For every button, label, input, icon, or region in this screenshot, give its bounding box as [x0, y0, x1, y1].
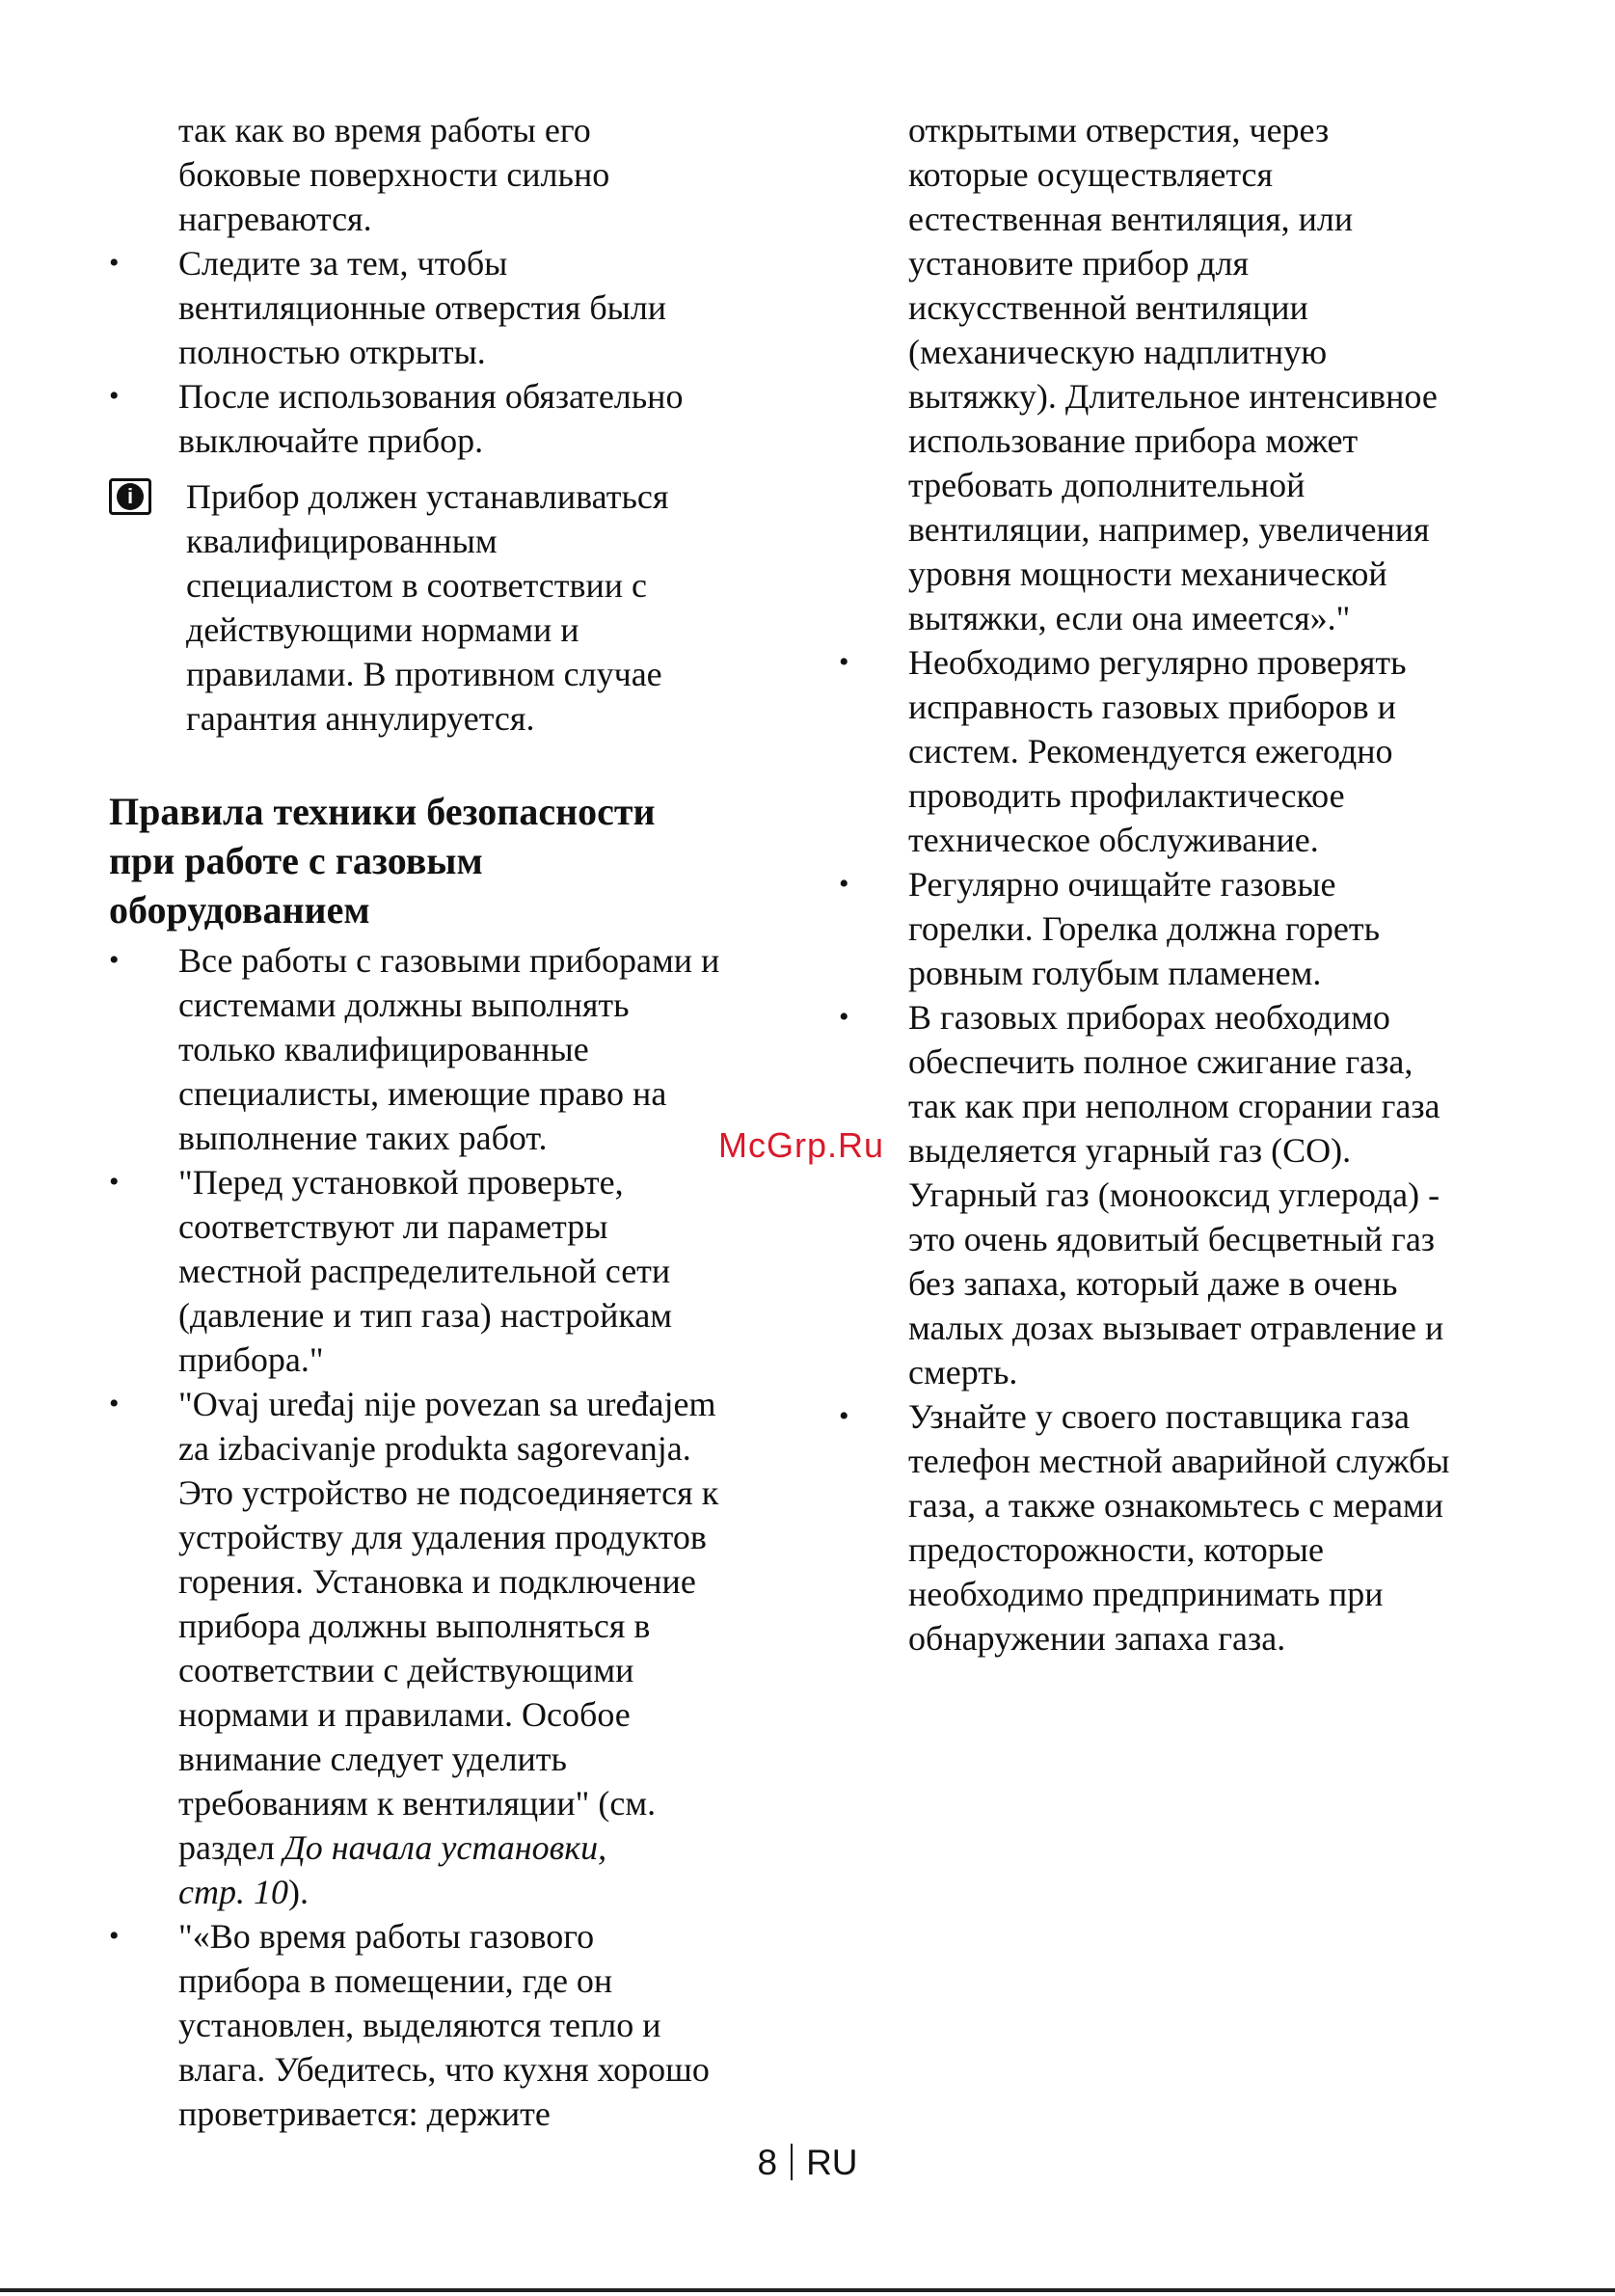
text-line: полностью открыты. [178, 333, 486, 371]
footer-divider [791, 2144, 793, 2180]
text-line: так как при неполном сгорании газа [908, 1087, 1440, 1125]
text-line: предосторожности, которые [908, 1530, 1324, 1569]
text-line: соответствуют ли параметры [178, 1207, 608, 1246]
text-line: выделяется угарный газ (CO). [908, 1131, 1352, 1170]
text-line: боковые поверхности сильно [178, 155, 610, 194]
page-footer [0, 2143, 1615, 2183]
text-line: вытяжки, если она имеется»." [908, 599, 1351, 637]
text-line: необходимо предпринимать при [908, 1575, 1384, 1613]
text-line: газа, а также ознакомьтесь с мерами [908, 1486, 1443, 1525]
list-item [109, 374, 784, 463]
bullet-icon: • [839, 1400, 849, 1432]
text-line: использование прибора может [908, 421, 1359, 460]
text-line: выключайте прибор. [178, 421, 484, 460]
text-line: это очень ядовитый бесцветный газ [908, 1220, 1436, 1258]
text-line: исправность газовых приборов и [908, 688, 1396, 726]
text-line: "«Во время работы газового [178, 1917, 595, 1956]
text-line: только квалифицированные [178, 1030, 589, 1068]
list-item [839, 862, 1533, 995]
text-line: Это устройство не подсоединяется к [178, 1473, 719, 1512]
text-line: После использования обязательно [178, 377, 684, 416]
text-line: проводить профилактическое [908, 776, 1345, 815]
bullet-icon: • [109, 247, 120, 279]
text-line: системами должны выполнять [178, 986, 630, 1024]
text-line: Угарный газ (монооксид углерода) - [908, 1175, 1440, 1214]
bullet-icon: • [839, 646, 849, 678]
info-glyph: i [117, 483, 144, 510]
text-line: требовать дополнительной [908, 466, 1305, 504]
bullet-icon: • [109, 1166, 120, 1198]
list-item [839, 1394, 1533, 1661]
text-line: "Ovaj uređaj nije povezan sa uređajem [178, 1385, 716, 1423]
bullet-icon: • [109, 380, 120, 412]
bullet-icon: • [839, 868, 849, 900]
text-line: проветривается: держите [178, 2094, 551, 2133]
text-line: нагреваются. [178, 200, 372, 238]
text-line: гарантия аннулируется. [186, 699, 535, 738]
text-line: специалистом в соответствии с [186, 566, 648, 605]
text-line: обнаружении запаха газа. [908, 1619, 1286, 1658]
text-line: выполнение таких работ. [178, 1119, 548, 1157]
bullet-icon: • [109, 944, 120, 976]
text-line: действующими нормами и [186, 610, 579, 649]
page-reference: стр. 10 [178, 1873, 288, 1911]
text-line: "Перед установкой проверьте, [178, 1163, 624, 1202]
text-line: za izbacivanje produkta sagorevanja. [178, 1429, 691, 1468]
text-line: влага. Убедитесь, что кухня хорошо [178, 2050, 710, 2089]
watermark: McGrp.Ru [718, 1125, 885, 1165]
text-line: Регулярно очищайте газовые [908, 865, 1336, 904]
text-line: квалифицированным [186, 522, 498, 560]
list-item [109, 1160, 784, 1382]
ref-suffix: ). [287, 1873, 309, 1911]
text-line: ровным голубым пламенем. [908, 954, 1322, 992]
text-line: установите прибор для [908, 244, 1250, 283]
text-line: Необходимо регулярно проверять [908, 643, 1407, 682]
text-line: внимание следует уделить [178, 1740, 567, 1778]
list-item [109, 241, 784, 374]
text-line: соответствии с действующими [178, 1651, 634, 1689]
text-line: Узнайте у своего поставщика газа [908, 1397, 1410, 1436]
text-line: специалисты, имеющие право на [178, 1074, 667, 1113]
page-number: 8 [757, 2143, 778, 2182]
list-item [839, 995, 1533, 1394]
text-line: горения. Установка и подключение [178, 1562, 696, 1601]
text-line: горелки. Горелка должна гореть [908, 909, 1381, 948]
info-icon [109, 478, 151, 515]
text-line: которые осуществляется [908, 155, 1274, 194]
text-line: естественная вентиляция, или [908, 200, 1354, 238]
continued-paragraph [109, 108, 784, 241]
text-line: требованиям к вентиляции" (см. [178, 1784, 657, 1823]
bullet-icon: • [839, 1001, 849, 1033]
info-note [109, 474, 784, 741]
text-line: телефон местной аварийной службы [908, 1442, 1450, 1480]
text-line: устройству для удаления продуктов [178, 1518, 707, 1556]
heading-line: Правила техники безопасности [109, 790, 656, 833]
left-column [109, 108, 784, 2136]
text-line: местной распределительной сети [178, 1252, 671, 1290]
text-line: вентиляционные отверстия были [178, 288, 667, 327]
text-line: (механическую надплитную [908, 333, 1328, 371]
text-line [178, 1825, 784, 1870]
bullet-icon: • [109, 1388, 120, 1419]
language-code: RU [806, 2143, 858, 2182]
text-line: вентиляции, например, увеличения [908, 510, 1430, 549]
ref-prefix: раздел [178, 1828, 283, 1867]
heading-line: оборудованием [109, 888, 370, 932]
text-line: прибора." [178, 1340, 324, 1379]
list-item [109, 1914, 784, 2136]
list-item [109, 1382, 784, 1914]
text-line: В газовых приборах необходимо [908, 998, 1390, 1037]
text-line: Следите за тем, чтобы [178, 244, 508, 283]
text-line: правилами. В противном случае [186, 655, 662, 693]
text-line: (давление и тип газа) настройкам [178, 1296, 673, 1335]
continued-paragraph [839, 108, 1533, 640]
text-line: малых дозах вызывает отравление и [908, 1309, 1444, 1347]
text-line: без запаха, который даже в очень [908, 1264, 1398, 1303]
list-item [109, 938, 784, 1160]
text-line: установлен, выделяются тепло и [178, 2006, 661, 2044]
list-item [839, 640, 1533, 862]
text-line: уровня мощности механической [908, 554, 1387, 593]
text-line: прибора должны выполняться в [178, 1607, 651, 1645]
text-line: вытяжку). Длительное интенсивное [908, 377, 1438, 416]
text-line: обеспечить полное сжигание газа, [908, 1042, 1413, 1081]
text-line: так как во время работы его [178, 111, 591, 149]
text-line: систем. Рекомендуется ежегодно [908, 732, 1393, 770]
right-column [839, 108, 1533, 1661]
text-line: Все работы с газовыми приборами и [178, 941, 720, 980]
text-line: Прибор должен устанавливаться [186, 477, 669, 516]
text-line: нормами и правилами. Особое [178, 1695, 631, 1734]
bottom-rule [0, 2288, 1615, 2292]
heading-line: при работе с газовым [109, 839, 483, 882]
section-reference: До начала установки, [283, 1828, 607, 1867]
text-line: открытыми отверстия, через [908, 111, 1330, 149]
bullet-icon: • [109, 1920, 120, 1952]
text-line [178, 1870, 784, 1914]
text-line: прибора в помещении, где он [178, 1961, 613, 2000]
section-heading [109, 787, 784, 934]
text-line: смерть. [908, 1353, 1018, 1391]
text-line: техническое обслуживание. [908, 821, 1319, 859]
text-line: искусственной вентиляции [908, 288, 1308, 327]
